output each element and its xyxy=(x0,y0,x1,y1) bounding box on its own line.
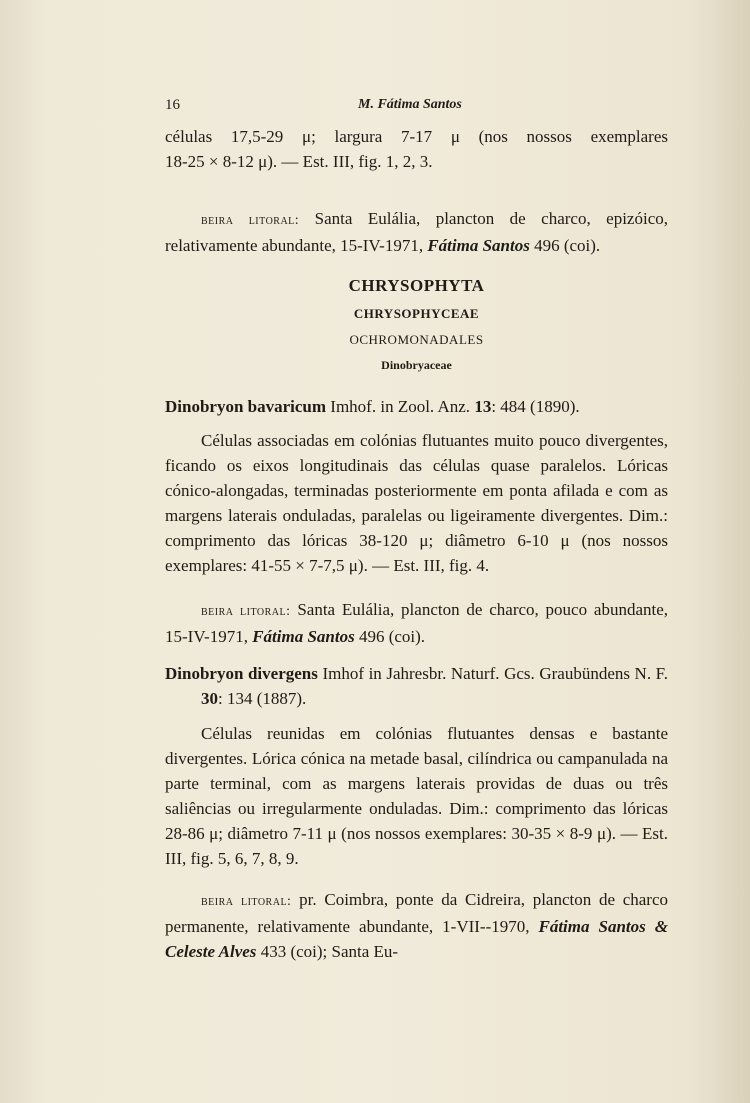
phylum-heading: CHRYSOPHYTA xyxy=(348,276,485,295)
locality-text: Santa Eulália, plancton de charco, pouco abundante, 15-IV-1971, xyxy=(165,600,669,646)
family-heading: Dinobryaceae xyxy=(381,358,452,372)
herbarium-ref: 496 (coi). xyxy=(529,236,601,255)
running-header xyxy=(165,97,668,117)
species-description-divergens xyxy=(165,721,668,871)
species-volume: 13 xyxy=(474,397,492,416)
species-name: Dinobryon bavaricum xyxy=(165,397,327,416)
taxonomy-headings xyxy=(165,276,668,376)
species-citation: Imhof. in Zool. Anz. xyxy=(326,397,475,416)
class-heading: CHRYSOPHYCEAE xyxy=(353,306,480,321)
species-entry-divergens xyxy=(165,661,668,711)
locality-record-1 xyxy=(165,206,668,258)
locality-record-bavaricum xyxy=(165,597,668,649)
collector-name: Fátima Santos xyxy=(427,236,530,255)
herbarium-ref: 433 (coi); Santa Eu- xyxy=(256,942,399,961)
description-line-2: 18-25 × 8-12 μ). — Est. III, fig. 1, 2, 3. xyxy=(165,152,433,171)
collector-name: Fátima Santos & Celeste Alves xyxy=(165,917,668,961)
herbarium-ref: 496 (coi). xyxy=(354,627,426,646)
description-line-1: células 17,5-29 μ; largura 7-17 μ (nos nossos exemplares xyxy=(165,127,668,146)
species-entry-bavaricum xyxy=(165,394,668,419)
order-heading: OCHROMONADALES xyxy=(349,332,484,347)
species-citation: Imhof in Jahresbr. Naturf. Gcs. Graubündens N. F. xyxy=(317,664,669,683)
continued-description xyxy=(165,124,668,174)
locality-text: pr. Coimbra, ponte da Cidreira, plancton de charco permanente, relativamente abundante, 1-VII--1970, xyxy=(165,890,669,936)
running-title: M. Fátima Santos xyxy=(358,97,462,112)
species-volume: 30 xyxy=(201,689,218,708)
species-pages: : 484 (1890). xyxy=(491,397,580,416)
page-number: 16 xyxy=(165,97,180,113)
description-paragraph: Células reunidas em colónias flutuantes densas e bastante divergentes. Lórica cónica na metade basal, cilíndrica ou campanulada na parte terminal, com as margens laterais providas de duas ou três saliências ou irregularmente onduladas. Dim.: comprimento das lóricas 28-86 μ; diâmetro 7-11 μ (nos nossos exemplares: 30-35 × 8-9 μ). — Est. III, fig. 5, 6, 7, 8, 9. xyxy=(165,724,668,868)
description-paragraph: Células associadas em colónias flutuantes muito pouco divergentes, ficando os eixos longitudinais das células quase paralelos. Lóricas cónico-alongadas, terminadas posteriormente em ponta afilada e com as margens laterais onduladas, paralelas ou ligeiramente divergentes. Dim.: comprimento das lóricas 38-120 μ; diâmetro 6-10 μ (nos nossos exemplares: 41-55 × 7-7,5 μ). — Est. III, fig. 4. xyxy=(165,431,668,575)
species-name: Dinobryon divergens xyxy=(165,664,318,683)
locality-record-divergens xyxy=(165,887,668,964)
species-pages: : 134 (1887). xyxy=(218,689,307,708)
region-label: beira litoral: xyxy=(201,604,291,619)
region-label: beira litoral: xyxy=(201,213,300,228)
region-label: beira litoral: xyxy=(201,894,292,909)
species-description-bavaricum xyxy=(165,428,668,578)
locality-text: Santa Eulália, plancton de charco, epizóico, relativamente abundante, 15-IV-1971, xyxy=(165,209,668,255)
collector-name: Fátima Santos xyxy=(252,627,355,646)
